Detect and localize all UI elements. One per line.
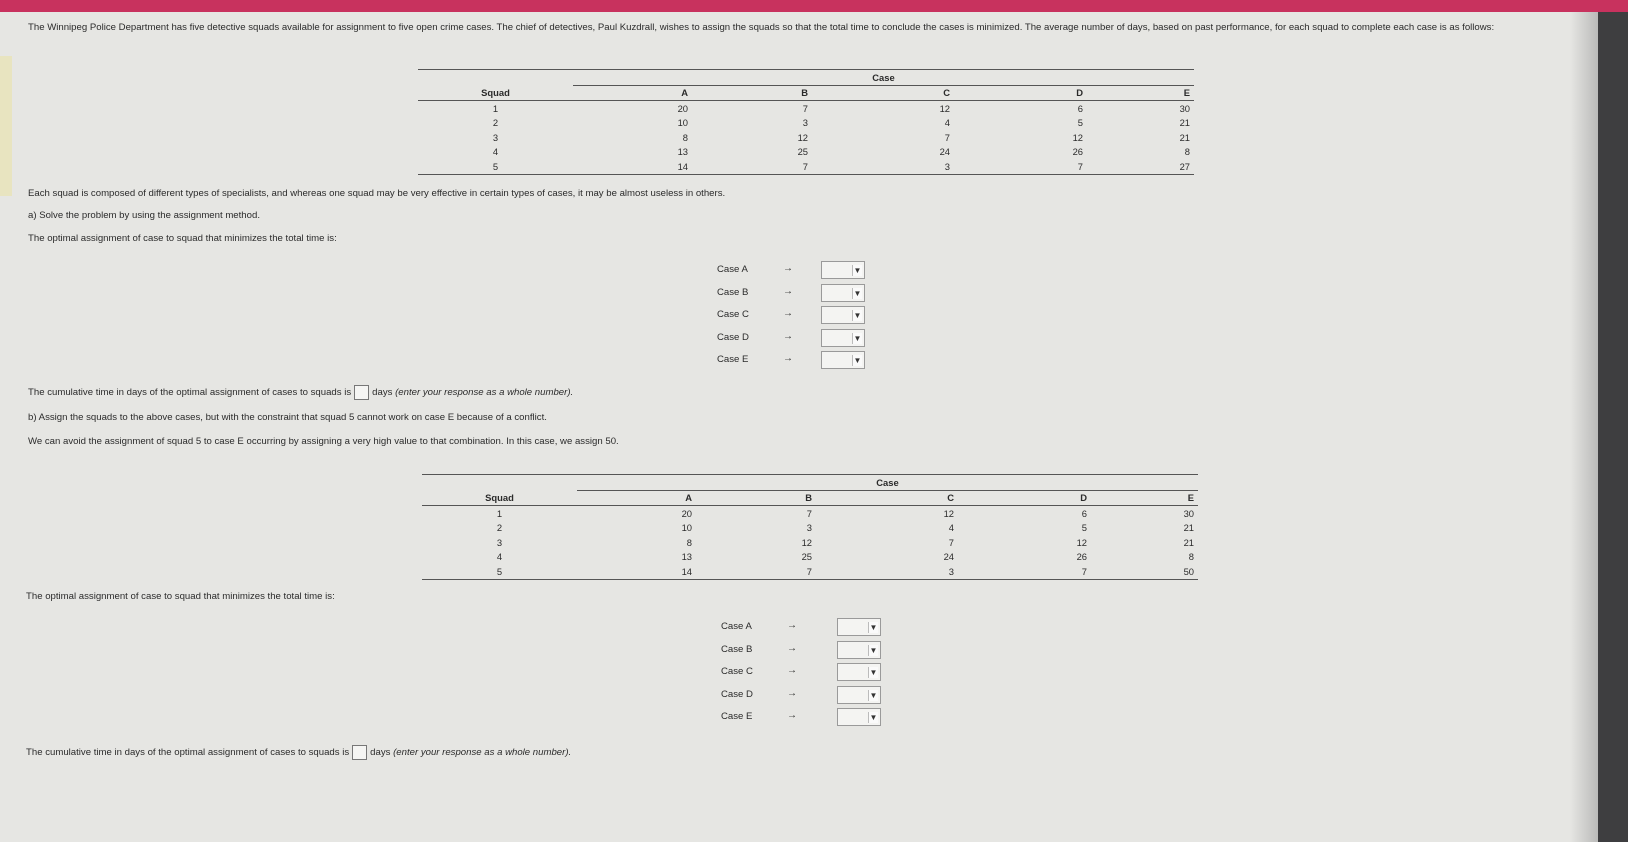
case-c-label: Case C <box>717 309 749 320</box>
header-squad: Squad <box>422 490 577 506</box>
right-edge-frame <box>1598 12 1628 842</box>
value-cell: 25 <box>801 551 812 563</box>
table-row <box>422 506 1198 521</box>
value-cell: 6 <box>1077 102 1083 114</box>
cumulative-prefix: The cumulative time in days of the optimal assignment of cases to squads is <box>26 747 350 759</box>
header-case-b: B <box>698 85 820 101</box>
value-cell: 12 <box>797 131 808 143</box>
squad-cell: 2 <box>496 522 503 534</box>
value-cell: 5 <box>1081 522 1087 534</box>
value-cell: 3 <box>820 159 978 174</box>
case-b-squad-dropdown[interactable] <box>837 641 881 659</box>
header-case-d: D <box>982 490 1099 506</box>
value-cell: 20 <box>681 507 692 519</box>
value-cell: 13 <box>681 551 692 563</box>
case-a-squad-dropdown[interactable] <box>821 261 865 279</box>
value-cell: 3 <box>806 522 812 534</box>
value-cell: 20 <box>677 102 688 114</box>
arrow-icon: → <box>783 353 793 364</box>
case-group-label: Case <box>573 70 1194 86</box>
value-cell: 10 <box>677 117 688 129</box>
squad-cell: 4 <box>496 551 503 563</box>
case-e-label: Case E <box>717 354 749 365</box>
value-cell: 7 <box>978 159 1095 174</box>
table-row <box>418 101 1194 116</box>
table-row <box>418 116 1194 131</box>
table-row <box>422 535 1198 550</box>
table-row <box>418 145 1194 160</box>
header-case-d: D <box>978 85 1095 101</box>
value-cell: 4 <box>944 117 950 129</box>
part-b-explanation: We can avoid the assignment of squad 5 to case E occurring by assigning a very high value to that combination. In this case, we assign 50. <box>28 436 619 447</box>
chevron-down-icon[interactable]: ▼ <box>869 690 878 700</box>
value-cell: 12 <box>939 102 950 114</box>
arrow-icon: → <box>783 285 793 297</box>
table-row <box>422 521 1198 536</box>
cumulative-prefix: The cumulative time in days of the optimal assignment of cases to squads is <box>28 387 352 399</box>
value-cell: 24 <box>939 146 950 158</box>
cumulative-suffix: days <box>372 387 393 399</box>
left-highlight-band <box>0 56 12 196</box>
chevron-down-icon[interactable]: ▼ <box>869 713 878 722</box>
value-cell: 6 <box>1081 507 1087 519</box>
case-b-label: Case B <box>721 643 753 655</box>
case-e-squad-dropdown[interactable] <box>821 351 865 369</box>
table-row <box>418 130 1194 145</box>
value-cell: 4 <box>948 522 954 534</box>
case-a-label: Case A <box>721 621 752 632</box>
case-time-table-2 <box>422 474 1198 580</box>
value-cell: 3 <box>802 117 808 129</box>
squad-cell: 1 <box>492 102 499 114</box>
value-cell: 26 <box>1072 146 1083 158</box>
value-cell: 21 <box>1183 522 1194 534</box>
value-cell: 14 <box>573 159 698 174</box>
problem-intro: The Winnipeg Police Department has five detective squads available for assignment to five open crime cases. The chief of detectives, Paul Kuzdrall, wishes to assign the squads so that the total time to conclude the cases is minimized. The average number of days, based on past performance, for each squad to complete each case is as follows: <box>28 22 1495 33</box>
case-d-squad-dropdown[interactable] <box>821 329 865 347</box>
table-row <box>422 550 1198 565</box>
squad-cell: 5 <box>422 564 577 579</box>
case-d-squad-dropdown[interactable] <box>837 686 881 704</box>
header-case-a: A <box>577 490 702 506</box>
case-d-label: Case D <box>717 331 749 343</box>
arrow-icon: → <box>787 687 797 699</box>
arrow-icon: → <box>787 710 797 721</box>
arrow-icon: → <box>783 330 793 342</box>
value-cell: 27 <box>1095 159 1194 174</box>
squad-cell: 1 <box>496 507 503 519</box>
case-time-table-1 <box>418 69 1194 175</box>
part-a-cumulative-input[interactable] <box>354 385 369 400</box>
chevron-down-icon[interactable]: ▼ <box>853 266 862 275</box>
value-cell: 14 <box>577 564 702 579</box>
value-cell: 10 <box>681 522 692 534</box>
chevron-down-icon[interactable]: ▼ <box>869 668 878 677</box>
value-cell: 3 <box>824 564 982 579</box>
arrow-icon: → <box>787 620 797 631</box>
part-b-cumulative-line <box>26 745 571 760</box>
part-a-prompt: The optimal assignment of case to squad that minimizes the total time is: <box>28 233 337 244</box>
value-cell: 7 <box>698 159 820 174</box>
squad-cell: 2 <box>492 117 499 129</box>
squad-cell: 5 <box>418 159 573 174</box>
value-cell: 13 <box>677 146 688 158</box>
value-cell: 7 <box>944 131 950 143</box>
value-cell: 21 <box>1183 536 1194 548</box>
header-case-e: E <box>1095 85 1194 101</box>
value-cell: 24 <box>943 551 954 563</box>
value-cell: 12 <box>1072 131 1083 143</box>
chevron-down-icon[interactable]: ▼ <box>869 623 878 632</box>
squad-cell: 4 <box>492 146 499 158</box>
value-cell: 50 <box>1099 564 1198 579</box>
chevron-down-icon[interactable]: ▼ <box>869 645 878 655</box>
arrow-icon: → <box>783 308 793 319</box>
value-cell: 12 <box>943 507 954 519</box>
case-b-squad-dropdown[interactable] <box>821 284 865 302</box>
chevron-down-icon[interactable]: ▼ <box>853 333 862 343</box>
value-cell: 7 <box>948 536 954 548</box>
header-case-a: A <box>573 85 698 101</box>
case-e-label: Case E <box>721 711 753 722</box>
squad-cell: 3 <box>492 131 499 143</box>
value-cell: 5 <box>1077 117 1083 129</box>
case-group-label: Case <box>577 475 1198 491</box>
case-c-squad-dropdown[interactable] <box>837 663 881 681</box>
part-b-instruction: b) Assign the squads to the above cases, but with the constraint that squad 5 cannot work on case E because of a conflict. <box>28 412 547 423</box>
value-cell: 7 <box>982 564 1099 579</box>
value-cell: 8 <box>1184 146 1190 158</box>
value-cell: 8 <box>686 536 692 548</box>
part-a-instruction: a) Solve the problem by using the assignment method. <box>28 210 260 221</box>
value-cell: 21 <box>1179 131 1190 143</box>
value-cell: 7 <box>702 564 824 579</box>
case-a-squad-dropdown[interactable] <box>837 618 881 636</box>
header-case-b: B <box>702 490 824 506</box>
case-c-squad-dropdown[interactable] <box>821 306 865 324</box>
header-case-e: E <box>1099 490 1198 506</box>
cumulative-suffix: days <box>370 747 391 759</box>
part-a-cumulative-line <box>28 385 573 400</box>
cumulative-hint: (enter your response as a whole number). <box>393 747 572 759</box>
case-d-label: Case D <box>721 688 753 700</box>
arrow-icon: → <box>787 665 797 676</box>
value-cell: 12 <box>801 536 812 548</box>
value-cell: 12 <box>1076 536 1087 548</box>
value-cell: 30 <box>1183 507 1194 519</box>
header-case-c: C <box>820 85 978 101</box>
table-row <box>418 159 1194 174</box>
case-e-squad-dropdown[interactable] <box>837 708 881 726</box>
header-squad: Squad <box>418 85 573 101</box>
chevron-down-icon[interactable]: ▼ <box>853 311 862 320</box>
case-a-label: Case A <box>717 264 748 275</box>
value-cell: 7 <box>806 507 812 519</box>
value-cell: 25 <box>797 146 808 158</box>
right-shadow <box>1570 12 1598 842</box>
value-cell: 30 <box>1179 102 1190 114</box>
problem-note: Each squad is composed of different types of specialists, and whereas one squad may be very effective in certain types of cases, it may be almost useless in others. <box>28 188 726 199</box>
arrow-icon: → <box>783 263 793 274</box>
header-case-c: C <box>824 490 982 506</box>
chevron-down-icon[interactable]: ▼ <box>853 288 862 298</box>
value-cell: 8 <box>682 131 688 143</box>
value-cell: 26 <box>1076 551 1087 563</box>
case-b-label: Case B <box>717 286 749 298</box>
part-b-prompt: The optimal assignment of case to squad that minimizes the total time is: <box>26 591 335 602</box>
value-cell: 21 <box>1179 117 1190 129</box>
value-cell: 7 <box>802 102 808 114</box>
squad-cell: 3 <box>496 536 503 548</box>
table-row <box>422 564 1198 579</box>
top-accent-bar <box>0 0 1628 12</box>
chevron-down-icon[interactable]: ▼ <box>853 356 862 365</box>
cumulative-hint: (enter your response as a whole number). <box>395 387 574 399</box>
case-c-label: Case C <box>721 666 753 677</box>
arrow-icon: → <box>787 642 797 654</box>
part-b-cumulative-input[interactable] <box>352 745 367 760</box>
value-cell: 8 <box>1188 551 1194 563</box>
